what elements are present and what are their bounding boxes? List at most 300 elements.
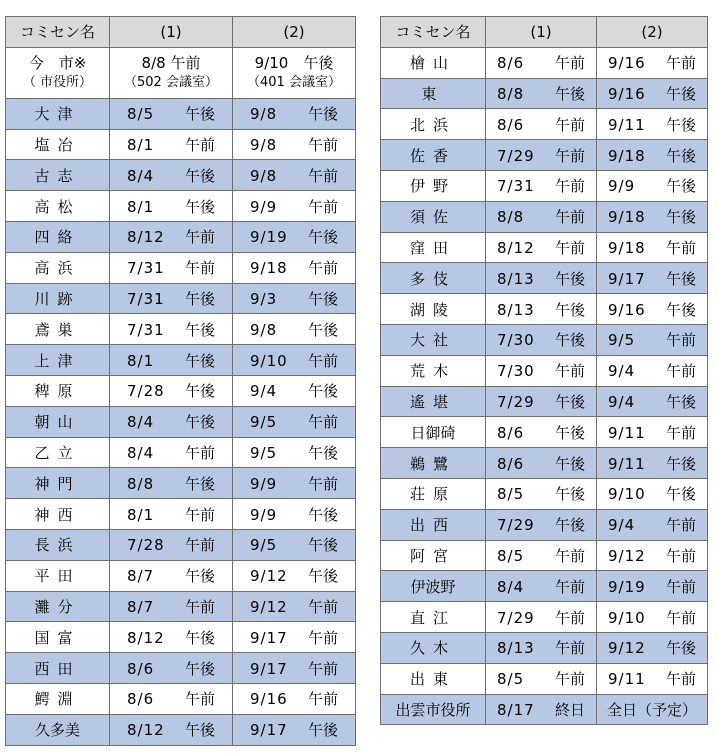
session-1-period: 午前 — [184, 443, 215, 462]
session-2-cell — [233, 345, 356, 376]
session-2-date: 9/17 — [250, 628, 288, 647]
session-1-period: 午後 — [184, 567, 215, 586]
session-1-date: 8/1 — [127, 197, 155, 216]
session-1-period: 午前 — [184, 690, 215, 709]
session-1-period: 午前 — [184, 536, 215, 555]
session-1-cell — [110, 221, 233, 252]
session-1-period: 午後 — [184, 320, 215, 339]
table-row — [381, 509, 708, 540]
session-1-cell — [486, 694, 597, 725]
session-1-line-2: （502 会議室） — [124, 74, 218, 90]
table-row — [6, 529, 356, 560]
session-1-period: 午後 — [184, 474, 215, 493]
session-1-period: 午後 — [554, 516, 585, 535]
session-2-period: 午前 — [307, 659, 338, 678]
table-row — [381, 294, 708, 325]
session-1-date: 8/5 — [497, 670, 525, 689]
session-2-cell — [233, 98, 356, 129]
session-1-date: 7/31 — [127, 259, 165, 278]
session-1-cell — [110, 129, 233, 160]
session-1-cell — [486, 78, 597, 109]
session-2-cell — [597, 602, 708, 633]
session-1-date: 8/13 — [497, 300, 535, 319]
session-2-cell — [597, 571, 708, 602]
session-2-cell — [597, 694, 708, 725]
session-1-date: 8/8 — [497, 84, 525, 103]
session-2-cell — [597, 109, 708, 140]
session-1-cell — [486, 201, 597, 232]
name-cell: 西田 — [6, 653, 110, 684]
session-1-cell — [486, 232, 597, 263]
session-1-cell — [110, 529, 233, 560]
session-1-cell — [110, 98, 233, 129]
session-2-date: 9/4 — [608, 392, 636, 411]
session-2-cell — [597, 448, 708, 479]
session-1-date: 8/6 — [497, 423, 525, 442]
session-1-period: 午後 — [184, 289, 215, 308]
session-1-cell — [486, 324, 597, 355]
session-2-date: 9/11 — [608, 423, 646, 442]
table-row — [381, 694, 708, 725]
session-1-cell — [110, 345, 233, 376]
table-row — [6, 683, 356, 714]
session-1-cell — [110, 622, 233, 653]
session-1-cell — [110, 437, 233, 468]
name-cell: 出雲市役所 — [381, 694, 486, 725]
session-2-date: 9/9 — [250, 197, 278, 216]
session-2-date: 9/11 — [608, 115, 646, 134]
name-cell: 伊野 — [381, 170, 486, 201]
table-row — [6, 345, 356, 376]
session-2-date: 9/8 — [250, 166, 278, 185]
session-2-date: 9/11 — [608, 454, 646, 473]
session-2-cell — [233, 47, 356, 98]
session-1-cell — [486, 294, 597, 325]
table-row — [381, 571, 708, 602]
session-2-cell — [597, 417, 708, 448]
session-1-period: 午前 — [554, 362, 585, 381]
session-2-date: 9/18 — [608, 208, 646, 227]
table-row — [381, 355, 708, 386]
table-row — [6, 375, 356, 406]
name-cell: 高浜 — [6, 252, 110, 283]
session-1-date: 8/5 — [497, 546, 525, 565]
session-2-date: 9/9 — [250, 505, 278, 524]
session-2-date: 9/17 — [608, 269, 646, 288]
session-2-period: 午前 — [665, 516, 696, 535]
session-2-period: 午前 — [307, 351, 338, 370]
session-1-date: 8/8 — [497, 208, 525, 227]
session-2-period: 午前 — [307, 628, 338, 647]
session-1-period: 午後 — [184, 351, 215, 370]
session-1-cell — [110, 560, 233, 591]
session-1-date: 8/4 — [127, 166, 155, 185]
session-2-cell — [233, 129, 356, 160]
session-2-period: 午前 — [665, 577, 696, 596]
table-row — [6, 591, 356, 622]
name-cell: 日御碕 — [381, 417, 486, 448]
session-1-cell — [110, 591, 233, 622]
name-cell: 高松 — [6, 191, 110, 222]
session-1-date: 8/5 — [127, 105, 155, 124]
session-2-period: 午後 — [665, 485, 696, 504]
session-2-date: 9/18 — [250, 259, 288, 278]
name-cell: 大社 — [381, 324, 486, 355]
session-2-cell — [597, 201, 708, 232]
session-2-date: 9/5 — [250, 443, 278, 462]
session-2-date: 9/10 — [250, 351, 288, 370]
header-session-2: (2) — [597, 17, 708, 48]
session-2-period: 午後 — [307, 536, 338, 555]
session-1-date: 8/13 — [497, 639, 535, 658]
session-1-period: 午後 — [554, 485, 585, 504]
name-cell: 直江 — [381, 602, 486, 633]
session-2-date: 9/10 — [608, 608, 646, 627]
session-1-period: 午後 — [554, 269, 585, 288]
session-1-period: 午前 — [554, 238, 585, 257]
session-1-cell — [486, 602, 597, 633]
name-cell: 湖陵 — [381, 294, 486, 325]
session-2-period: 午後 — [307, 289, 338, 308]
name-cell: 東 — [381, 78, 486, 109]
session-2-date: 9/12 — [608, 639, 646, 658]
session-1-period: 午前 — [554, 577, 585, 596]
session-1-date: 8/6 — [497, 54, 525, 73]
session-1-period: 午前 — [184, 228, 215, 247]
table-row — [6, 499, 356, 530]
session-1-date: 8/7 — [127, 567, 155, 586]
session-1-period: 午前 — [554, 54, 585, 73]
session-2-date: 9/8 — [250, 105, 278, 124]
session-1-period: 午前 — [554, 639, 585, 658]
session-1-cell — [486, 663, 597, 694]
session-2-cell — [597, 78, 708, 109]
session-1-cell — [486, 509, 597, 540]
session-1-cell — [110, 653, 233, 684]
session-1-cell — [110, 47, 233, 98]
session-2-period: 午前 — [665, 546, 696, 565]
name-cell: 伊波野 — [381, 571, 486, 602]
session-2-cell — [233, 529, 356, 560]
name-cell: 佐香 — [381, 140, 486, 171]
session-1-date: 8/12 — [127, 721, 165, 740]
session-1-date: 7/29 — [497, 392, 535, 411]
header-name: コミセン名 — [6, 17, 110, 48]
session-2-date: 9/19 — [608, 577, 646, 596]
name-cell: 出西 — [381, 509, 486, 540]
session-2-period: 午後 — [307, 105, 338, 124]
session-1-period: 午前 — [554, 146, 585, 165]
session-2-period: 午後 — [665, 454, 696, 473]
session-1-cell — [110, 191, 233, 222]
table-row — [381, 602, 708, 633]
session-2-cell — [597, 663, 708, 694]
session-1-period: 午後 — [184, 166, 215, 185]
session-1-date: 8/5 — [497, 485, 525, 504]
table-row — [6, 314, 356, 345]
table-row — [381, 263, 708, 294]
session-1-cell — [110, 160, 233, 191]
name-cell: 阿宮 — [381, 540, 486, 571]
name-cell: 出東 — [381, 663, 486, 694]
name-cell: 平田 — [6, 560, 110, 591]
table-row — [6, 622, 356, 653]
table-row — [6, 221, 356, 252]
session-2-cell — [233, 622, 356, 653]
table-row — [381, 140, 708, 171]
name-cell: 檜山 — [381, 47, 486, 78]
session-1-cell — [486, 140, 597, 171]
schedule-table-right — [380, 16, 708, 725]
session-1-date: 7/31 — [127, 289, 165, 308]
session-1-period: 午後 — [554, 84, 585, 103]
session-2-date: 9/5 — [608, 331, 636, 350]
session-2-date: 9/10 — [608, 485, 646, 504]
session-1-period: 午後 — [184, 628, 215, 647]
session-2-cell — [233, 591, 356, 622]
session-2-date: 9/16 — [608, 300, 646, 319]
session-2-period: 午前 — [665, 238, 696, 257]
session-2-period: 午前 — [307, 597, 338, 616]
session-2-date: 9/18 — [608, 238, 646, 257]
table-row — [6, 98, 356, 129]
name-cell: 久多美 — [6, 714, 110, 745]
session-2-period: 午後 — [665, 208, 696, 227]
session-2-period: 午後 — [307, 228, 338, 247]
table-row — [381, 478, 708, 509]
session-1-cell — [110, 683, 233, 714]
name-cell: 北浜 — [381, 109, 486, 140]
session-1-date: 8/8 — [127, 474, 155, 493]
session-1-date: 8/4 — [127, 413, 155, 432]
table-row — [381, 201, 708, 232]
session-1-date: 8/1 — [127, 505, 155, 524]
schedule-table-left — [5, 16, 356, 746]
name-cell: 古志 — [6, 160, 110, 191]
table-row — [381, 170, 708, 201]
session-2-period: 午後 — [665, 639, 696, 658]
session-1-date: 7/30 — [497, 331, 535, 350]
table-row — [6, 283, 356, 314]
session-1-period: 午前 — [184, 135, 215, 154]
session-1-cell — [486, 632, 597, 663]
session-1-date: 8/6 — [497, 115, 525, 134]
session-2-period: 午前 — [665, 670, 696, 689]
table-row — [6, 129, 356, 160]
name-cell: 国富 — [6, 622, 110, 653]
table-row — [381, 632, 708, 663]
session-2-date: 9/16 — [608, 84, 646, 103]
header-row — [381, 17, 708, 48]
session-2-period: 午後 — [307, 567, 338, 586]
right-table-body — [381, 47, 708, 725]
left-table-body — [6, 47, 356, 745]
session-1-cell — [110, 468, 233, 499]
session-1-cell — [110, 714, 233, 745]
name-cell: 朝山 — [6, 406, 110, 437]
session-1-period: 午前 — [554, 208, 585, 227]
table-row — [6, 468, 356, 499]
session-1-period: 午後 — [554, 392, 585, 411]
name-line-1: 今 市※ — [28, 53, 87, 72]
session-2-date: 9/8 — [250, 135, 278, 154]
session-2-date: 9/4 — [250, 382, 278, 401]
table-row — [381, 78, 708, 109]
session-1-period: 午前 — [554, 115, 585, 134]
session-2-period: 午前 — [307, 474, 338, 493]
session-1-period: 午後 — [554, 454, 585, 473]
session-1-cell — [110, 252, 233, 283]
session-2-date: 9/5 — [250, 413, 278, 432]
session-1-cell — [486, 478, 597, 509]
session-2-cell — [233, 714, 356, 745]
table-row — [381, 663, 708, 694]
session-2-period: 午前 — [307, 690, 338, 709]
session-1-date: 7/31 — [127, 320, 165, 339]
name-cell: 久木 — [381, 632, 486, 663]
session-2-date: 9/12 — [608, 546, 646, 565]
table-row — [381, 324, 708, 355]
session-1-cell — [486, 386, 597, 417]
session-2-cell — [233, 437, 356, 468]
session-1-line-1: 8/8 午前 — [141, 53, 201, 72]
table-row — [381, 109, 708, 140]
session-2-date: 9/11 — [608, 670, 646, 689]
session-1-date: 8/6 — [127, 659, 155, 678]
session-2-period: 午前 — [665, 608, 696, 627]
session-2-date: 9/4 — [608, 362, 636, 381]
header-name: コミセン名 — [381, 17, 486, 48]
name-line-2: （ 市役所） — [22, 74, 93, 90]
table-row — [6, 47, 356, 98]
session-1-period: 午後 — [184, 382, 215, 401]
session-1-date: 7/28 — [127, 536, 165, 555]
name-cell — [6, 47, 110, 98]
session-2-date: 9/12 — [250, 597, 288, 616]
session-1-cell — [486, 448, 597, 479]
session-1-period: 午後 — [554, 300, 585, 319]
session-2-date: 9/12 — [250, 567, 288, 586]
session-1-cell — [486, 355, 597, 386]
name-cell: 須佐 — [381, 201, 486, 232]
session-1-period: 午後 — [184, 105, 215, 124]
session-1-period: 午後 — [184, 413, 215, 432]
session-1-cell — [486, 571, 597, 602]
session-2-date: 9/17 — [250, 721, 288, 740]
name-cell: 四絡 — [6, 221, 110, 252]
session-2-cell — [597, 478, 708, 509]
name-cell: 川跡 — [6, 283, 110, 314]
session-2-period: 午前 — [307, 197, 338, 216]
session-2-period: 午前 — [307, 135, 338, 154]
session-2-period: 午前 — [665, 362, 696, 381]
session-2-cell — [233, 283, 356, 314]
session-1-date: 8/1 — [127, 351, 155, 370]
session-1-period: 午前 — [184, 597, 215, 616]
session-2-period: 午後 — [665, 84, 696, 103]
session-2-cell — [597, 47, 708, 78]
table-row — [381, 47, 708, 78]
name-cell: 大津 — [6, 98, 110, 129]
session-1-date: 8/13 — [497, 269, 535, 288]
table-row — [381, 540, 708, 571]
session-1-date: 7/30 — [497, 362, 535, 381]
session-1-cell — [110, 499, 233, 530]
session-2-cell — [597, 632, 708, 663]
session-2-date: 9/9 — [250, 474, 278, 493]
session-1-cell — [486, 109, 597, 140]
session-1-date: 8/7 — [127, 597, 155, 616]
session-1-date: 8/12 — [127, 228, 165, 247]
session-1-cell — [110, 375, 233, 406]
session-2-cell — [233, 252, 356, 283]
session-1-period: 午前 — [554, 546, 585, 565]
session-2-cell — [233, 191, 356, 222]
header-session-1: (1) — [486, 17, 597, 48]
session-1-date: 8/6 — [127, 690, 155, 709]
name-cell: 鳶巣 — [6, 314, 110, 345]
session-2-cell — [597, 386, 708, 417]
table-row — [6, 406, 356, 437]
header-row — [6, 17, 356, 48]
session-2-cell — [233, 499, 356, 530]
name-cell: 鰐淵 — [6, 683, 110, 714]
session-1-cell — [486, 540, 597, 571]
name-cell: 荒木 — [381, 355, 486, 386]
name-cell: 塩冶 — [6, 129, 110, 160]
name-cell: 長浜 — [6, 529, 110, 560]
session-2-date: 9/19 — [250, 228, 288, 247]
session-1-period: 午後 — [554, 331, 585, 350]
session-1-period: 午前 — [184, 505, 215, 524]
table-row — [381, 448, 708, 479]
session-2-period: 午後 — [307, 505, 338, 524]
name-cell: 遙堪 — [381, 386, 486, 417]
session-2-cell — [233, 375, 356, 406]
name-cell: 荘原 — [381, 478, 486, 509]
session-2-cell — [233, 406, 356, 437]
session-2-cell — [597, 355, 708, 386]
session-1-cell — [486, 170, 597, 201]
session-2-period: 午後 — [307, 721, 338, 740]
session-2-cell — [597, 232, 708, 263]
session-2-period: 午後 — [665, 269, 696, 288]
name-cell: 神門 — [6, 468, 110, 499]
session-1-date: 8/17 — [497, 700, 535, 719]
session-2-cell — [233, 468, 356, 499]
session-2-cell — [597, 509, 708, 540]
session-1-cell — [110, 283, 233, 314]
session-2-date: 9/17 — [250, 659, 288, 678]
session-2-period: 午前 — [665, 423, 696, 442]
session-2-period: 午前 — [307, 413, 338, 432]
session-1-period: 午後 — [184, 659, 215, 678]
session-2-period: 午後 — [665, 300, 696, 319]
name-cell: 窪田 — [381, 232, 486, 263]
session-2-cell — [233, 653, 356, 684]
session-1-date: 7/28 — [127, 382, 165, 401]
session-2-cell — [597, 324, 708, 355]
session-2-cell — [233, 221, 356, 252]
session-1-date: 7/29 — [497, 516, 535, 535]
session-1-date: 8/4 — [127, 443, 155, 462]
session-2-cell — [597, 140, 708, 171]
header-session-2: (2) — [233, 17, 356, 48]
session-1-date: 7/29 — [497, 608, 535, 627]
name-cell: 鵜鷺 — [381, 448, 486, 479]
session-2-cell — [233, 160, 356, 191]
session-2-period: 午後 — [307, 382, 338, 401]
